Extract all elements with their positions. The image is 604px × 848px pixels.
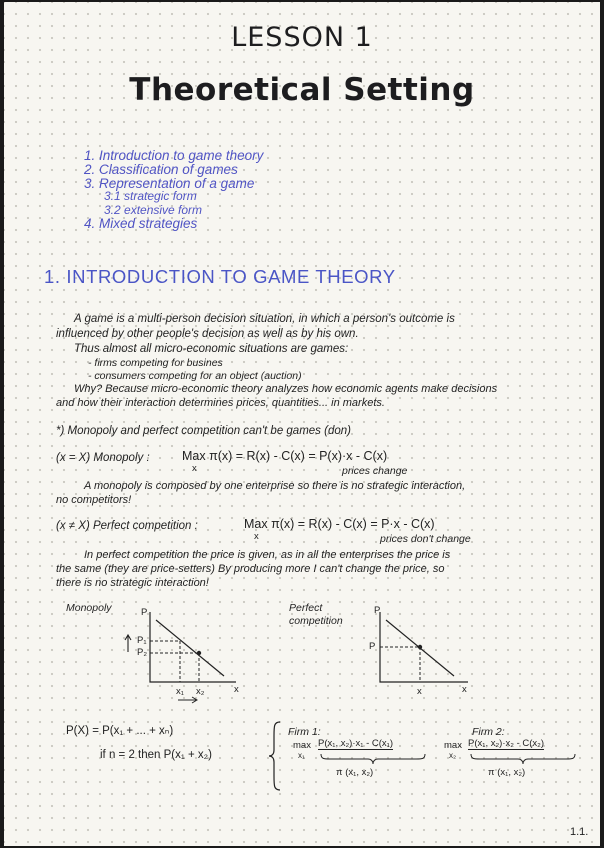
monopoly-axis-p: P <box>141 607 148 618</box>
bottom-eq-2: if n = 2 then P(x₁ + x₂) <box>100 749 212 761</box>
firm2-label: Firm 2: <box>472 726 505 738</box>
monopoly-x1: x₁ <box>176 686 184 697</box>
firm1-expr: P(x₁, x₂)·x₁ - C(x₁) <box>318 738 394 749</box>
perfect-graph-title-1: Perfect <box>289 602 323 614</box>
perfect-label: (x ≠ X) Perfect competition : <box>56 520 198 532</box>
monopoly-expl-2: no competitors! <box>56 494 132 506</box>
perfect-p-tick: P <box>369 641 376 652</box>
toc-item-3-2: 3.2 extensive form <box>104 203 203 217</box>
perfect-expl-2: the same (they are price-setters) By producing more I can't change the price, so <box>56 563 445 575</box>
toc-item-3-1: 3.1 strategic form <box>104 189 197 203</box>
firm1-underbrace <box>320 752 426 766</box>
perfect-graph-title-2: competition <box>289 615 343 627</box>
intro-line-7: and how their interaction determines prices, quantities... in markets. <box>56 397 385 409</box>
intro-line-6: Why? Because micro-economic theory analyzes how economic agents make decisions <box>74 383 498 395</box>
monopoly-p2: P₂ <box>137 647 148 658</box>
monopoly-expl-1: A monopoly is composed by one enterprise so there is no strategic interaction, <box>84 480 466 492</box>
firm1-label: Firm 1: <box>288 726 321 738</box>
monopoly-label: (x = X) Monopoly : <box>56 452 150 464</box>
perfect-expl-1: In perfect competition the price is given, as in all the enterprises the price is <box>84 549 451 561</box>
firm1-pi: π (x₁, x₂) <box>336 767 374 778</box>
notebook-page <box>4 2 600 846</box>
monopoly-graph-title: Monopoly <box>66 602 112 614</box>
monopoly-formula: Max π(x) = R(x) - C(x) = P(x)·x - C(x) <box>182 449 388 463</box>
monopoly-graph <box>104 610 244 705</box>
intro-line-4: - firms competing for busines <box>88 357 223 369</box>
intro-line-2: influenced by other people's decision as well as by his own. <box>56 328 359 340</box>
firm1-max: max <box>293 740 311 751</box>
perfect-x-tick: x <box>417 686 422 697</box>
monopoly-x2: x₂ <box>196 686 205 697</box>
bottom-eq-1: P(X) = P(x₁ + ... + xₙ) <box>66 725 174 737</box>
toc-item-1: 1. Introduction to game theory <box>84 148 264 163</box>
intro-line-3: Thus almost all micro-economic situations are games: <box>74 343 349 355</box>
page-title: Theoretical Setting <box>129 72 475 108</box>
firm1-sub: x₁ <box>298 751 305 760</box>
intro-line-1: A game is a multi-person decision situation, in which a person's outcome is <box>74 313 455 325</box>
perfect-formula: Max π(x) = R(x) - C(x) = P·x - C(x) <box>244 517 435 531</box>
toc-item-3: 3. Representation of a game <box>84 176 255 191</box>
firm2-pi: π (x₁, x₂) <box>488 767 526 778</box>
perfect-axis-x: x <box>462 684 467 695</box>
monopoly-point <box>197 651 201 655</box>
monopoly-annotation: prices change <box>342 465 408 477</box>
perfect-expl-3: there is no strategic interaction! <box>56 577 209 589</box>
monopoly-p1: P₁ <box>137 635 147 646</box>
perfect-graph <box>364 610 474 690</box>
section-heading: 1. INTRODUCTION TO GAME THEORY <box>44 266 396 287</box>
monopoly-sub: x <box>192 463 197 474</box>
page-number: 1.1. <box>570 826 589 838</box>
monopoly-axes <box>150 612 236 682</box>
perfect-sub: x <box>254 531 259 542</box>
perfect-axis-p: P <box>374 605 381 616</box>
toc-item-4: 4. Mixed strategies <box>84 216 198 231</box>
monopoly-axis-x: x <box>234 684 239 695</box>
monopoly-demand-line <box>156 620 224 676</box>
curly-brace <box>268 720 284 792</box>
firm2-sub: x₂ <box>449 751 457 760</box>
intro-line-5: - consumers competing for an object (auction) <box>88 370 302 382</box>
firm2-max: max <box>444 740 462 751</box>
perfect-axes <box>380 612 468 682</box>
perfect-annotation: prices don't change <box>380 533 471 545</box>
firm2-expr: P(x₁, x₂)·x₂ - C(x₂) <box>468 738 545 749</box>
firm2-underbrace <box>470 752 576 766</box>
perfect-point <box>418 645 422 649</box>
lesson-label: LESSON 1 <box>231 22 373 53</box>
monopoly-note: *) Monopoly and perfect competition can't be games (don) <box>56 425 351 437</box>
toc-item-2: 2. Classification of games <box>84 162 238 177</box>
